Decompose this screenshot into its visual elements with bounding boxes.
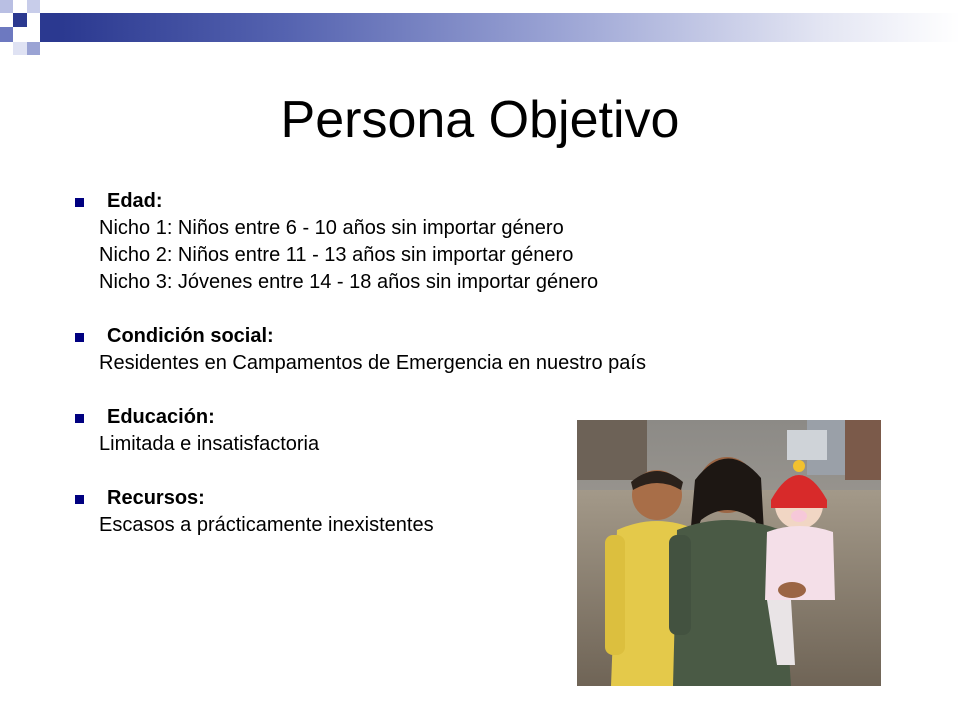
section-edad: [72, 188, 892, 296]
header-gradient-bar: [62, 13, 960, 42]
heading-text: Recursos:: [107, 487, 205, 509]
section-line: Nicho 1: Niños entre 6 - 10 años sin importar género: [99, 217, 564, 239]
square-bullet-icon: [75, 333, 84, 342]
square-bullet-icon: [75, 495, 84, 504]
section-line: Nicho 2: Niños entre 11 - 13 años sin importar género: [99, 244, 574, 266]
section-line: Nicho 3: Jóvenes entre 14 - 18 años sin importar género: [99, 271, 599, 293]
square-bullet-icon: [75, 414, 84, 423]
header-decoration: [0, 0, 960, 60]
heading-text: Educación:: [107, 406, 215, 428]
section-line: Limitada e insatisfactoria: [99, 433, 320, 455]
section-heading: [72, 323, 892, 350]
section-line: Residentes en Campamentos de Emergencia en nuestro país: [99, 352, 646, 374]
decor-square: [40, 13, 62, 42]
decor-square: [13, 42, 27, 55]
decor-square: [27, 0, 40, 13]
section-heading: [72, 188, 892, 215]
children-photo: [577, 420, 881, 686]
slide-title: Persona Objetivo: [280, 91, 680, 149]
heading-text: Condición social:: [107, 325, 274, 347]
heading-text: Edad:: [107, 190, 163, 212]
section-line: Escasos a prácticamente inexistentes: [99, 514, 434, 536]
decor-square: [13, 13, 27, 27]
decor-square: [0, 27, 13, 42]
section-condicion-social: [72, 323, 892, 377]
square-bullet-icon: [75, 198, 84, 207]
decor-square: [0, 0, 13, 13]
decor-square: [27, 42, 40, 55]
